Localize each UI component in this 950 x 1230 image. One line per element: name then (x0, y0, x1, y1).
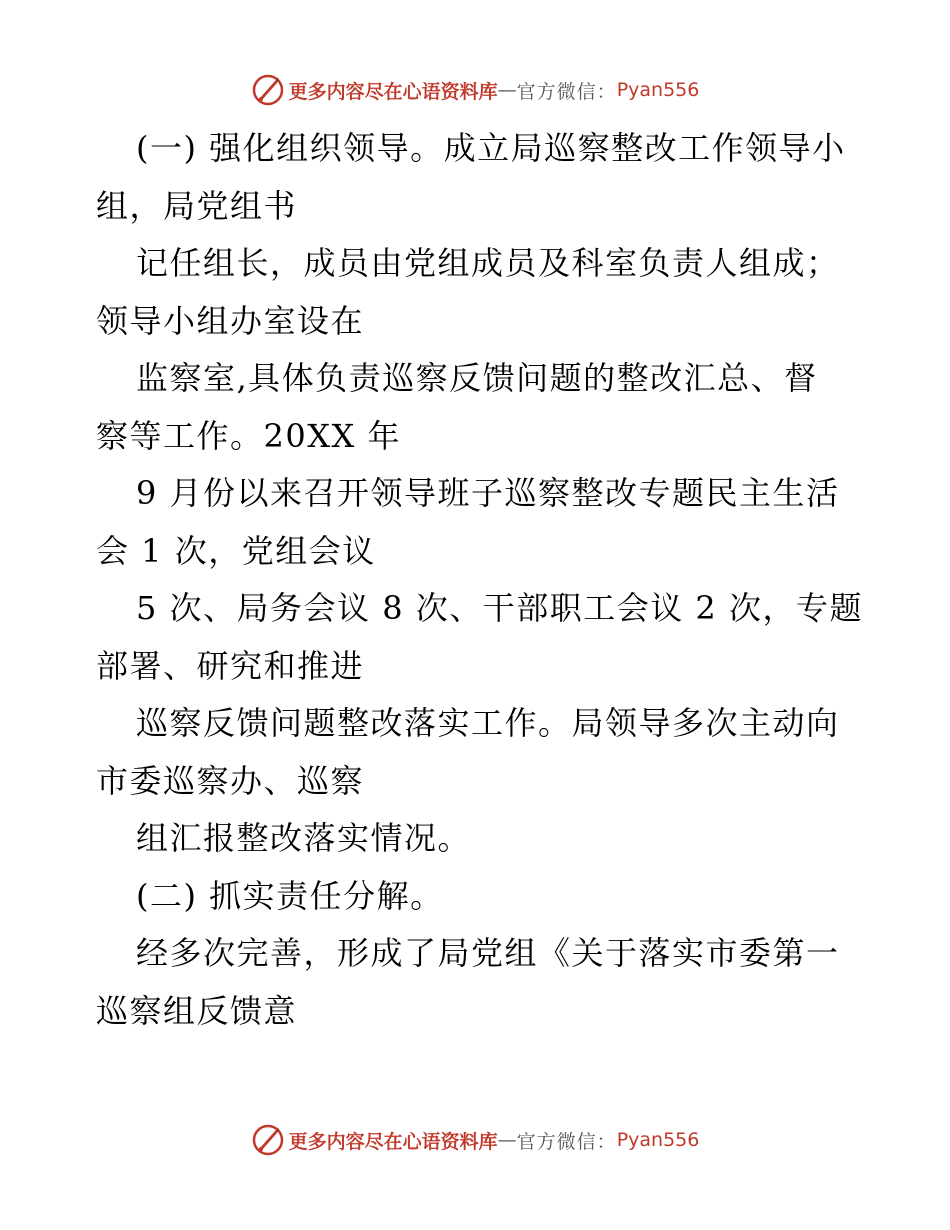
body-text-line: 巡察组反馈意 (96, 991, 298, 1030)
watermark-separator: — (497, 1129, 517, 1151)
quill-pen-logo-icon (251, 1123, 285, 1157)
document-body (96, 120, 876, 1040)
body-text-line: 5 次、局务会议 8 次、干部职工会议 2 次，专题 (136, 589, 863, 627)
body-text-line: 领导小组办室设在 (96, 301, 365, 340)
body-text-line: 市委巡察办、巡察 (96, 761, 365, 800)
body-text-line: 会 1 次，党组会议 (96, 531, 376, 570)
body-text-line: (一) 强化组织领导。成立局巡察整改工作领导小 (136, 129, 846, 167)
body-text-line: 监察室,具体负责巡察反馈问题的整改汇总、督 (136, 359, 818, 397)
footer-watermark (0, 1120, 950, 1160)
body-text-line: 察等工作。20XX 年 (96, 416, 401, 455)
body-text-line: 部署、研究和推进 (96, 646, 365, 685)
watermark-separator: — (497, 79, 517, 101)
watermark-contact-id: Pyan556 (616, 79, 700, 101)
body-text-line: 组，局党组书 (96, 186, 298, 225)
header-watermark (0, 70, 950, 110)
body-text-line: (二) 抓实责任分解。 (136, 876, 444, 915)
body-text-line: 巡察反馈问题整改落实工作。局领导多次主动向 (136, 704, 840, 742)
body-text-line: 记任组长，成员由党组成员及科室负责人组成； (136, 244, 840, 282)
body-text-line: 经多次完善，形成了局党组《关于落实市委第一 (136, 934, 840, 972)
watermark-contact-label: 官方微信： (516, 80, 617, 103)
watermark-contact-id: Pyan556 (616, 1129, 700, 1151)
watermark-brand: 更多内容尽在心语资料库 (288, 80, 498, 103)
quill-pen-logo-icon (251, 73, 285, 107)
watermark-contact-label: 官方微信： (516, 1130, 617, 1153)
body-text-line: 组汇报整改落实情况。 (136, 819, 472, 857)
watermark-brand: 更多内容尽在心语资料库 (288, 1130, 498, 1153)
body-text-line: 9 月份以来召开领导班子巡察整改专题民主生活 (136, 474, 840, 512)
